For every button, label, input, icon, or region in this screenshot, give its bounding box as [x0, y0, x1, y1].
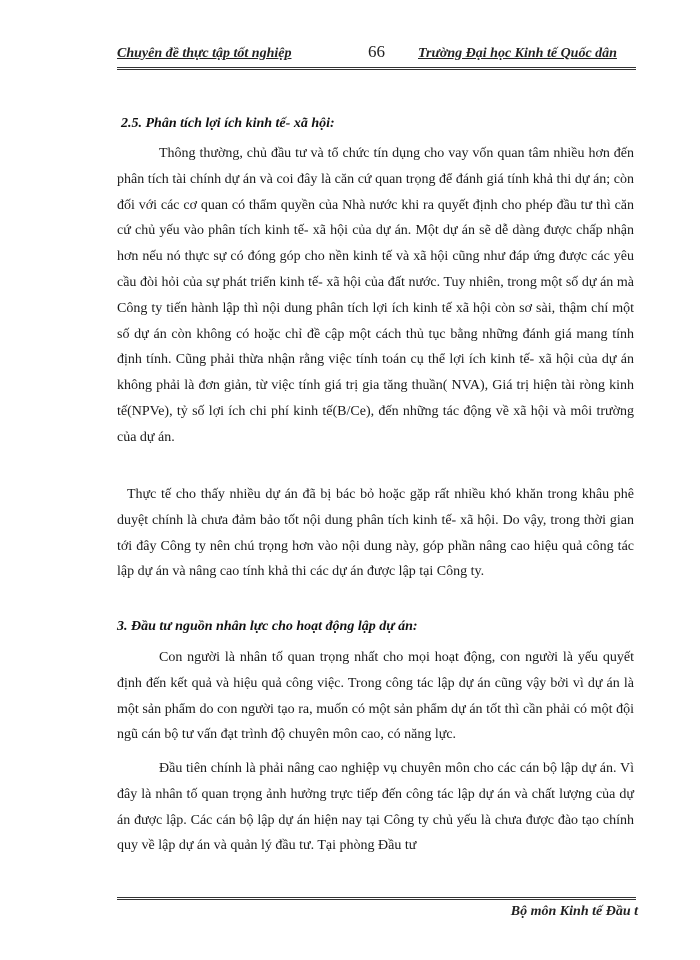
footer-divider: [117, 897, 636, 900]
paragraph: Thông thường, chủ đầu tư và tổ chức tín dụng cho vay vốn quan tâm nhiều hơn đến phân tích tài chính dự án và coi đây là căn cứ quan trọng để đánh giá tính khả thi dự án; còn đối với các cơ quan có thẩm quyền của Nhà nước khi ra quyết định cho phép đầu tư thì căn cứ chủ yếu vào phân tích kinh tế- xã hội của dự án. Một dự án sẽ dễ dàng được chấp nhận hơn nếu nó thực sự có đóng góp cho nền kinh tế và xã hội cũng như đáp ứng được các yêu cầu đòi hỏi của sự phát triển kinh tế- xã hội của đất nước. Tuy nhiên, trong một số dự án mà Công ty tiến hành lập thì nội dung phân tích lợi ích kinh tế xã hội còn sơ sài, thậm chí một số dự án còn không có hoặc chỉ đề cập một cách thủ tục bằng những đánh giá mang tính định tính. Cũng phải thừa nhận rằng việc tính toán cụ thể lợi ích kinh tế- xã hội của dự án không phải là đơn giản, từ việc tính giá trị gia tăng thuần( NVA), Giá trị hiện tài ròng kinh tế(NPVe), tỷ số lợi ích chi phí kinh tế(B/Ce), đến những tác động về xã hội và môi trường của dự án.: [117, 146, 634, 445]
page-header: [117, 42, 636, 66]
page-number: 66: [368, 42, 385, 61]
page-footer: Bộ môn Kinh tế Đầu t: [510, 904, 638, 919]
header-divider: [117, 67, 636, 70]
section-heading-2-5: 2.5. Phân tích lợi ích kinh tế- xã hội:: [121, 116, 335, 131]
section-heading-3: 3. Đầu tư nguồn nhân lực cho hoạt động lập dự án:: [117, 619, 418, 634]
paragraph: Thực tế cho thấy nhiều dự án đã bị bác bỏ hoặc gặp rất nhiều khó khăn trong khâu phê duyệt chính là chưa đảm bảo tốt nội dung phân tích kinh tế- xã hội. Do vậy, trong thời gian tới đây Công ty nên chú trọng hơn vào nội dung này, góp phần nâng cao hiệu quả công tác lập dự án và nâng cao tính khả thi các dự án được lập tại Công ty.: [117, 487, 634, 580]
header-thesis-title: Chuyên đề thực tập tốt nghiệp: [117, 46, 292, 61]
paragraph: Con người là nhân tố quan trọng nhất cho mọi hoạt động, con người là yếu quyết định đến kết quả và hiệu quả công việc. Trong công tác lập dự án cũng vậy bởi vì dự án là một sản phẩm do con người tạo ra, muốn có một sản phẩm dự án tốt thì cần phải có một đội ngũ cán bộ tư vấn đạt trình độ chuyên môn cao, có năng lực.: [117, 650, 634, 743]
header-university: Trường Đại học Kinh tế Quốc dân: [418, 46, 617, 61]
paragraph: Đầu tiên chính là phải nâng cao nghiệp vụ chuyên môn cho các cán bộ lập dự án. Vì đây là nhân tố quan trọng ảnh hưởng trực tiếp đến công tác lập dự án và chất lượng của dự án được lập. Các cán bộ lập dự án hiện nay tại Công ty chủ yếu là chưa được đào tạo chính quy về lập dự án và quản lý đầu tư. Tại phòng Đầu tư: [117, 761, 634, 854]
